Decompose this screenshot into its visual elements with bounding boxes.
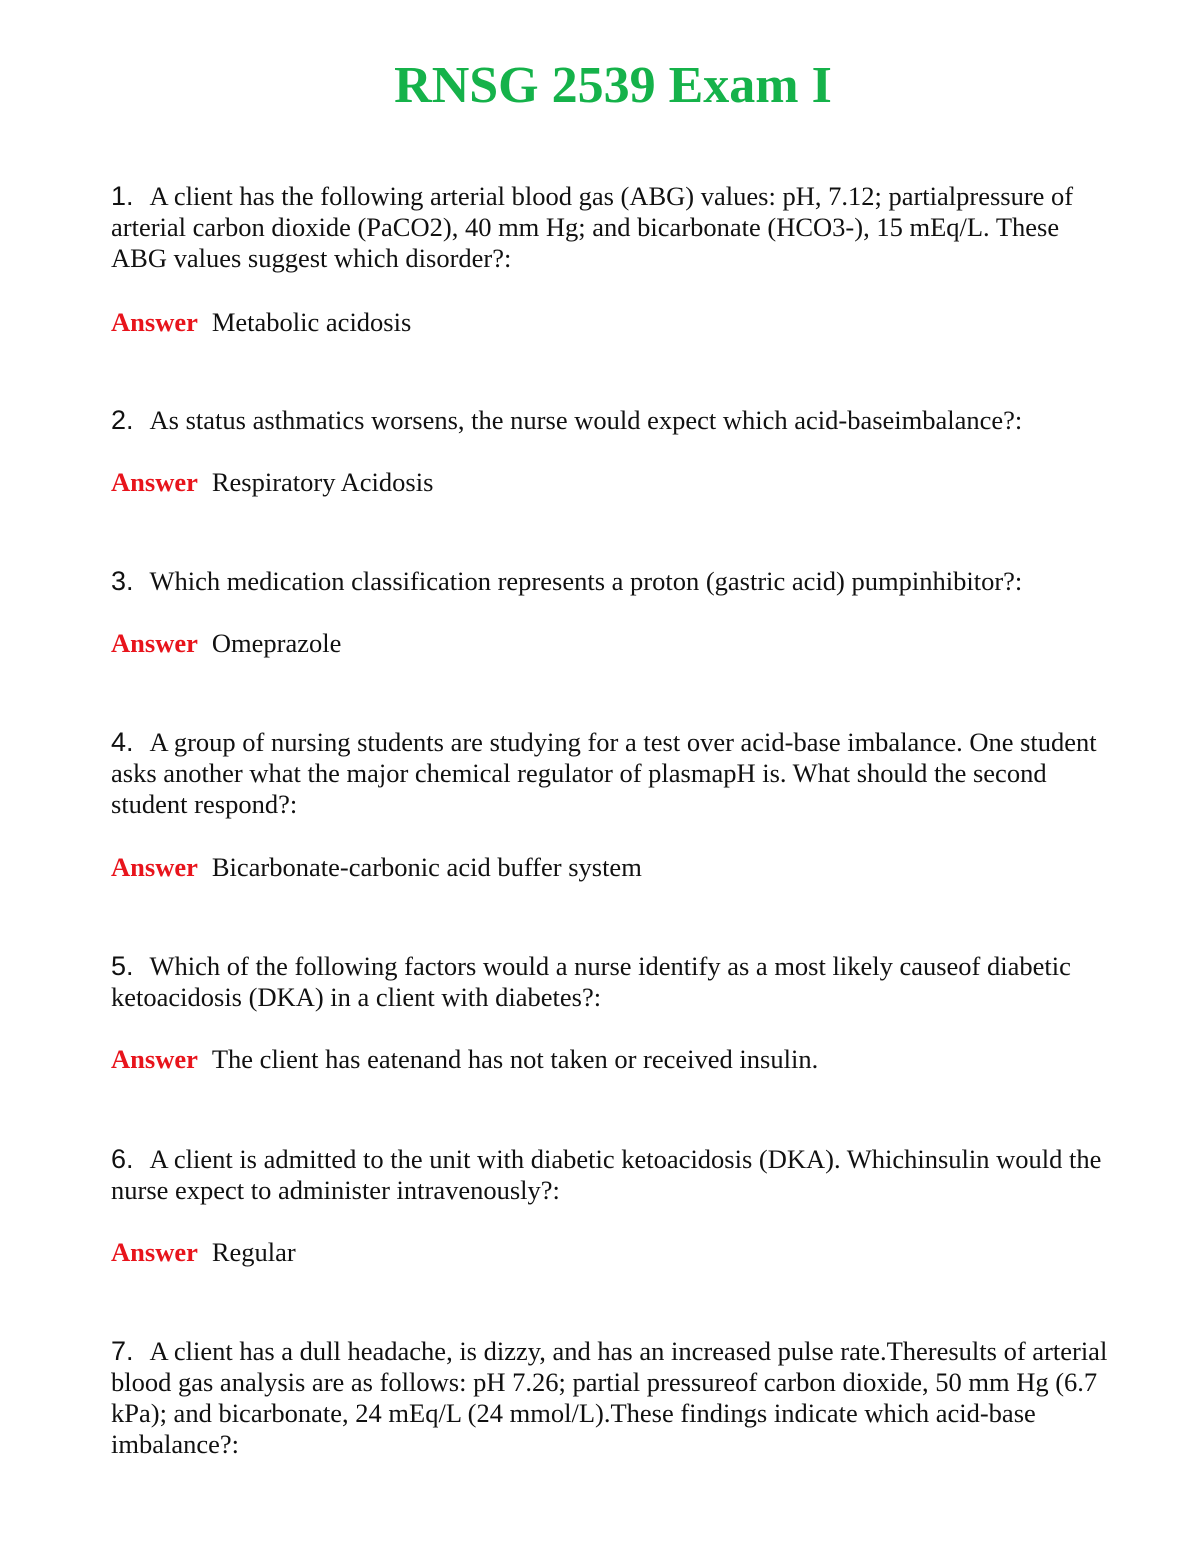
answer-1 xyxy=(111,307,1111,338)
question-number: 5. xyxy=(111,951,134,981)
question-number: 3. xyxy=(111,566,134,596)
answer-label: Answer xyxy=(111,1044,198,1074)
answer-5 xyxy=(111,1044,1111,1075)
question-text: A group of nursing students are studying for a test over acid-base imbalance. One student asks another what the major chemical regulator of plasmapH is. What should the second student respond?: xyxy=(111,727,1097,819)
answer-text: Metabolic acidosis xyxy=(211,307,412,337)
question-7 xyxy=(111,1336,1111,1460)
question-text: A client has a dull headache, is dizzy, and has an increased pulse rate.Theresults of arterial blood gas analysis are as follows: pH 7.26; partial pressureof carbon dioxide, 50 mm Hg (6.7 kPa); and bicarbonate, 24 mEq/L (24 mmol/L).These findings indicate which acid-base imbalance?: xyxy=(111,1336,1108,1459)
answer-4 xyxy=(111,852,1111,883)
question-number: 1. xyxy=(111,181,134,211)
answer-text: Regular xyxy=(211,1237,296,1267)
answer-2 xyxy=(111,467,1111,498)
document-title: RNSG 2539 Exam I xyxy=(394,57,832,114)
question-number: 7. xyxy=(111,1336,134,1366)
question-text: A client has the following arterial blood gas (ABG) values: pH, 7.12; partialpressure of arterial carbon dioxide (PaCO2), 40 mm Hg; and bicarbonate (HCO3-), 15 mEq/L. These ABG values suggest which disorder?: xyxy=(111,181,1074,273)
question-number: 4. xyxy=(111,727,134,757)
question-number: 2. xyxy=(111,405,134,435)
question-3 xyxy=(111,566,1111,597)
answer-label: Answer xyxy=(111,852,198,882)
question-4 xyxy=(111,727,1111,820)
question-2 xyxy=(111,405,1111,436)
question-6 xyxy=(111,1144,1111,1206)
answer-text: Omeprazole xyxy=(211,628,342,658)
answer-label: Answer xyxy=(111,307,198,337)
question-number: 6. xyxy=(111,1144,134,1174)
answer-3 xyxy=(111,628,1111,659)
answer-6 xyxy=(111,1237,1111,1268)
answer-label: Answer xyxy=(111,628,198,658)
question-text: A client is admitted to the unit with diabetic ketoacidosis (DKA). Whichinsulin would the nurse expect to administer intravenously?: xyxy=(111,1144,1102,1205)
answer-label: Answer xyxy=(111,1237,198,1267)
question-text: As status asthmatics worsens, the nurse would expect which acid-baseimbalance?: xyxy=(149,405,1023,435)
answer-text: Respiratory Acidosis xyxy=(211,467,434,497)
question-text: Which of the following factors would a nurse identify as a most likely causeof diabetic ketoacidosis (DKA) in a client with diabetes?: xyxy=(111,951,1071,1012)
question-text: Which medication classification represents a proton (gastric acid) pumpinhibitor?: xyxy=(149,566,1023,596)
question-5 xyxy=(111,951,1111,1013)
answer-text: The client has eatenand has not taken or received insulin. xyxy=(211,1044,819,1074)
question-1 xyxy=(111,181,1111,274)
answer-text: Bicarbonate-carbonic acid buffer system xyxy=(211,852,642,882)
answer-label: Answer xyxy=(111,467,198,497)
